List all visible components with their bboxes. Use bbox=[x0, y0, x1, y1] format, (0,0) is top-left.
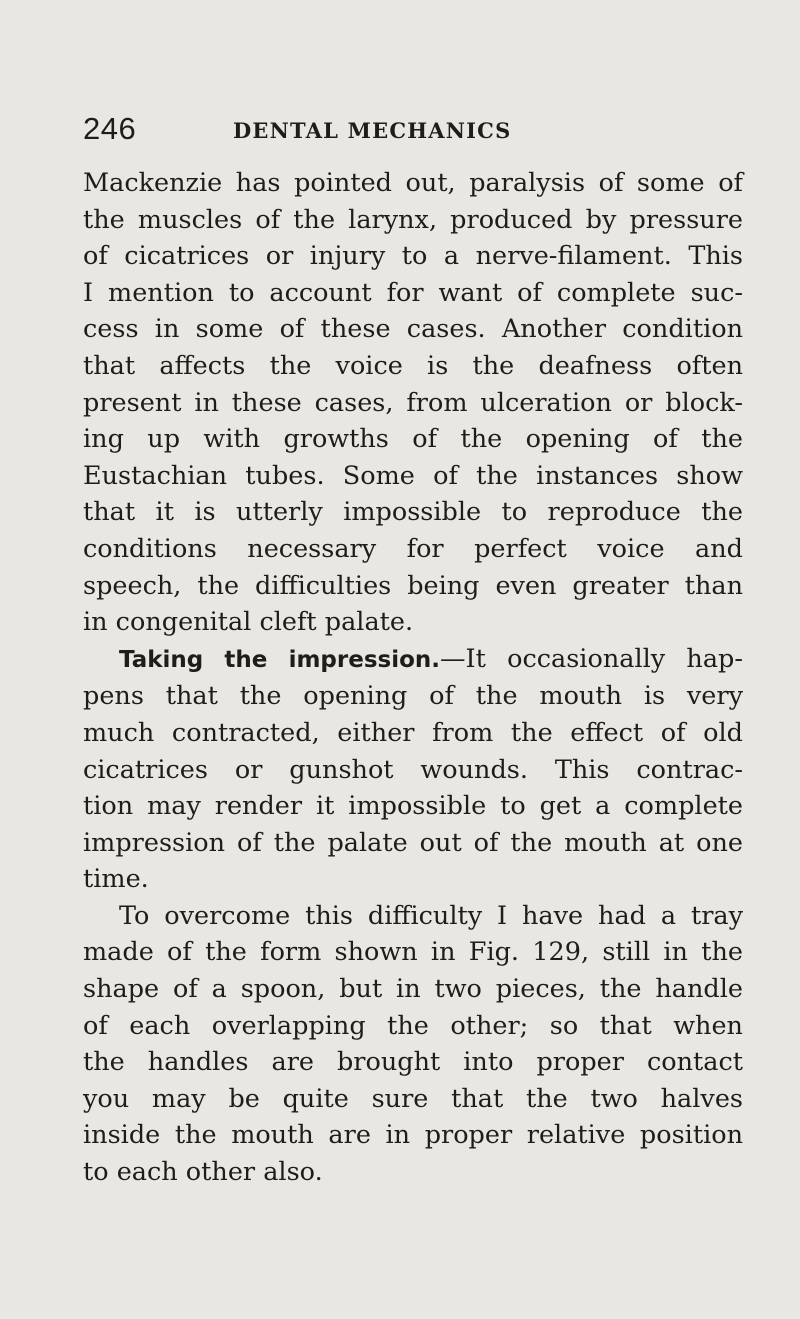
heading-line-rest: —It occasionally hap- bbox=[440, 643, 743, 674]
text-line: tion may render it impossible to get a complete bbox=[83, 791, 743, 822]
paragraph-3 bbox=[83, 898, 743, 1191]
text-line: time. bbox=[83, 864, 149, 895]
text-line: conditions necessary for perfect voice and bbox=[83, 533, 743, 564]
text-line: impression of the palate out of the mouth at one bbox=[83, 827, 743, 858]
running-title: DENTAL MECHANICS bbox=[233, 118, 512, 143]
text-line bbox=[83, 641, 743, 679]
text-line: cicatrices or gunshot wounds. This contrac- bbox=[83, 754, 743, 785]
text-line: cess in some of these cases. Another condition bbox=[83, 314, 743, 345]
paragraph-2 bbox=[83, 641, 743, 898]
text-line: the muscles of the larynx, produced by pressure bbox=[83, 204, 743, 235]
section-heading: Taking the impression. bbox=[119, 646, 441, 673]
text-line: in congenital cleft palate. bbox=[83, 607, 414, 638]
text-line: pens that the opening of the mouth is very bbox=[83, 681, 743, 712]
text-line: speech, the difficulties being even greater than bbox=[83, 570, 743, 601]
text-line: much contracted, either from the effect of old bbox=[83, 717, 743, 748]
body-text bbox=[83, 165, 743, 1191]
text-line: of each overlapping the other; so that when bbox=[83, 1010, 743, 1041]
paragraph-1 bbox=[83, 165, 743, 641]
page-number: 246 bbox=[83, 111, 137, 146]
text-line: To overcome this difficulty I have had a tray bbox=[119, 900, 743, 931]
text-line: Eustachian tubes. Some of the instances show bbox=[83, 460, 743, 491]
text-line: present in these cases, from ulceration or block- bbox=[83, 387, 743, 418]
page-header bbox=[83, 112, 743, 152]
text-line: you may be quite sure that the two halves bbox=[83, 1083, 743, 1114]
text-line: that it is utterly impossible to reproduce the bbox=[83, 497, 743, 528]
text-line: of cicatrices or injury to a nerve-filament. This bbox=[83, 241, 743, 272]
text-line: the handles are brought into proper contact bbox=[83, 1047, 743, 1078]
text-line: ing up with growths of the opening of the bbox=[83, 424, 743, 455]
text-line: Mackenzie has pointed out, paralysis of some of bbox=[83, 168, 743, 198]
text-line: I mention to account for want of complete suc- bbox=[83, 277, 743, 308]
text-line: shape of a spoon, but in two pieces, the handle bbox=[83, 974, 743, 1005]
text-line: inside the mouth are in proper relative position bbox=[83, 1120, 743, 1151]
text-line: made of the form shown in Fig. 129, still in the bbox=[83, 937, 743, 968]
text-line: to each other also. bbox=[83, 1157, 323, 1188]
text-line: that affects the voice is the deafness often bbox=[83, 350, 743, 381]
